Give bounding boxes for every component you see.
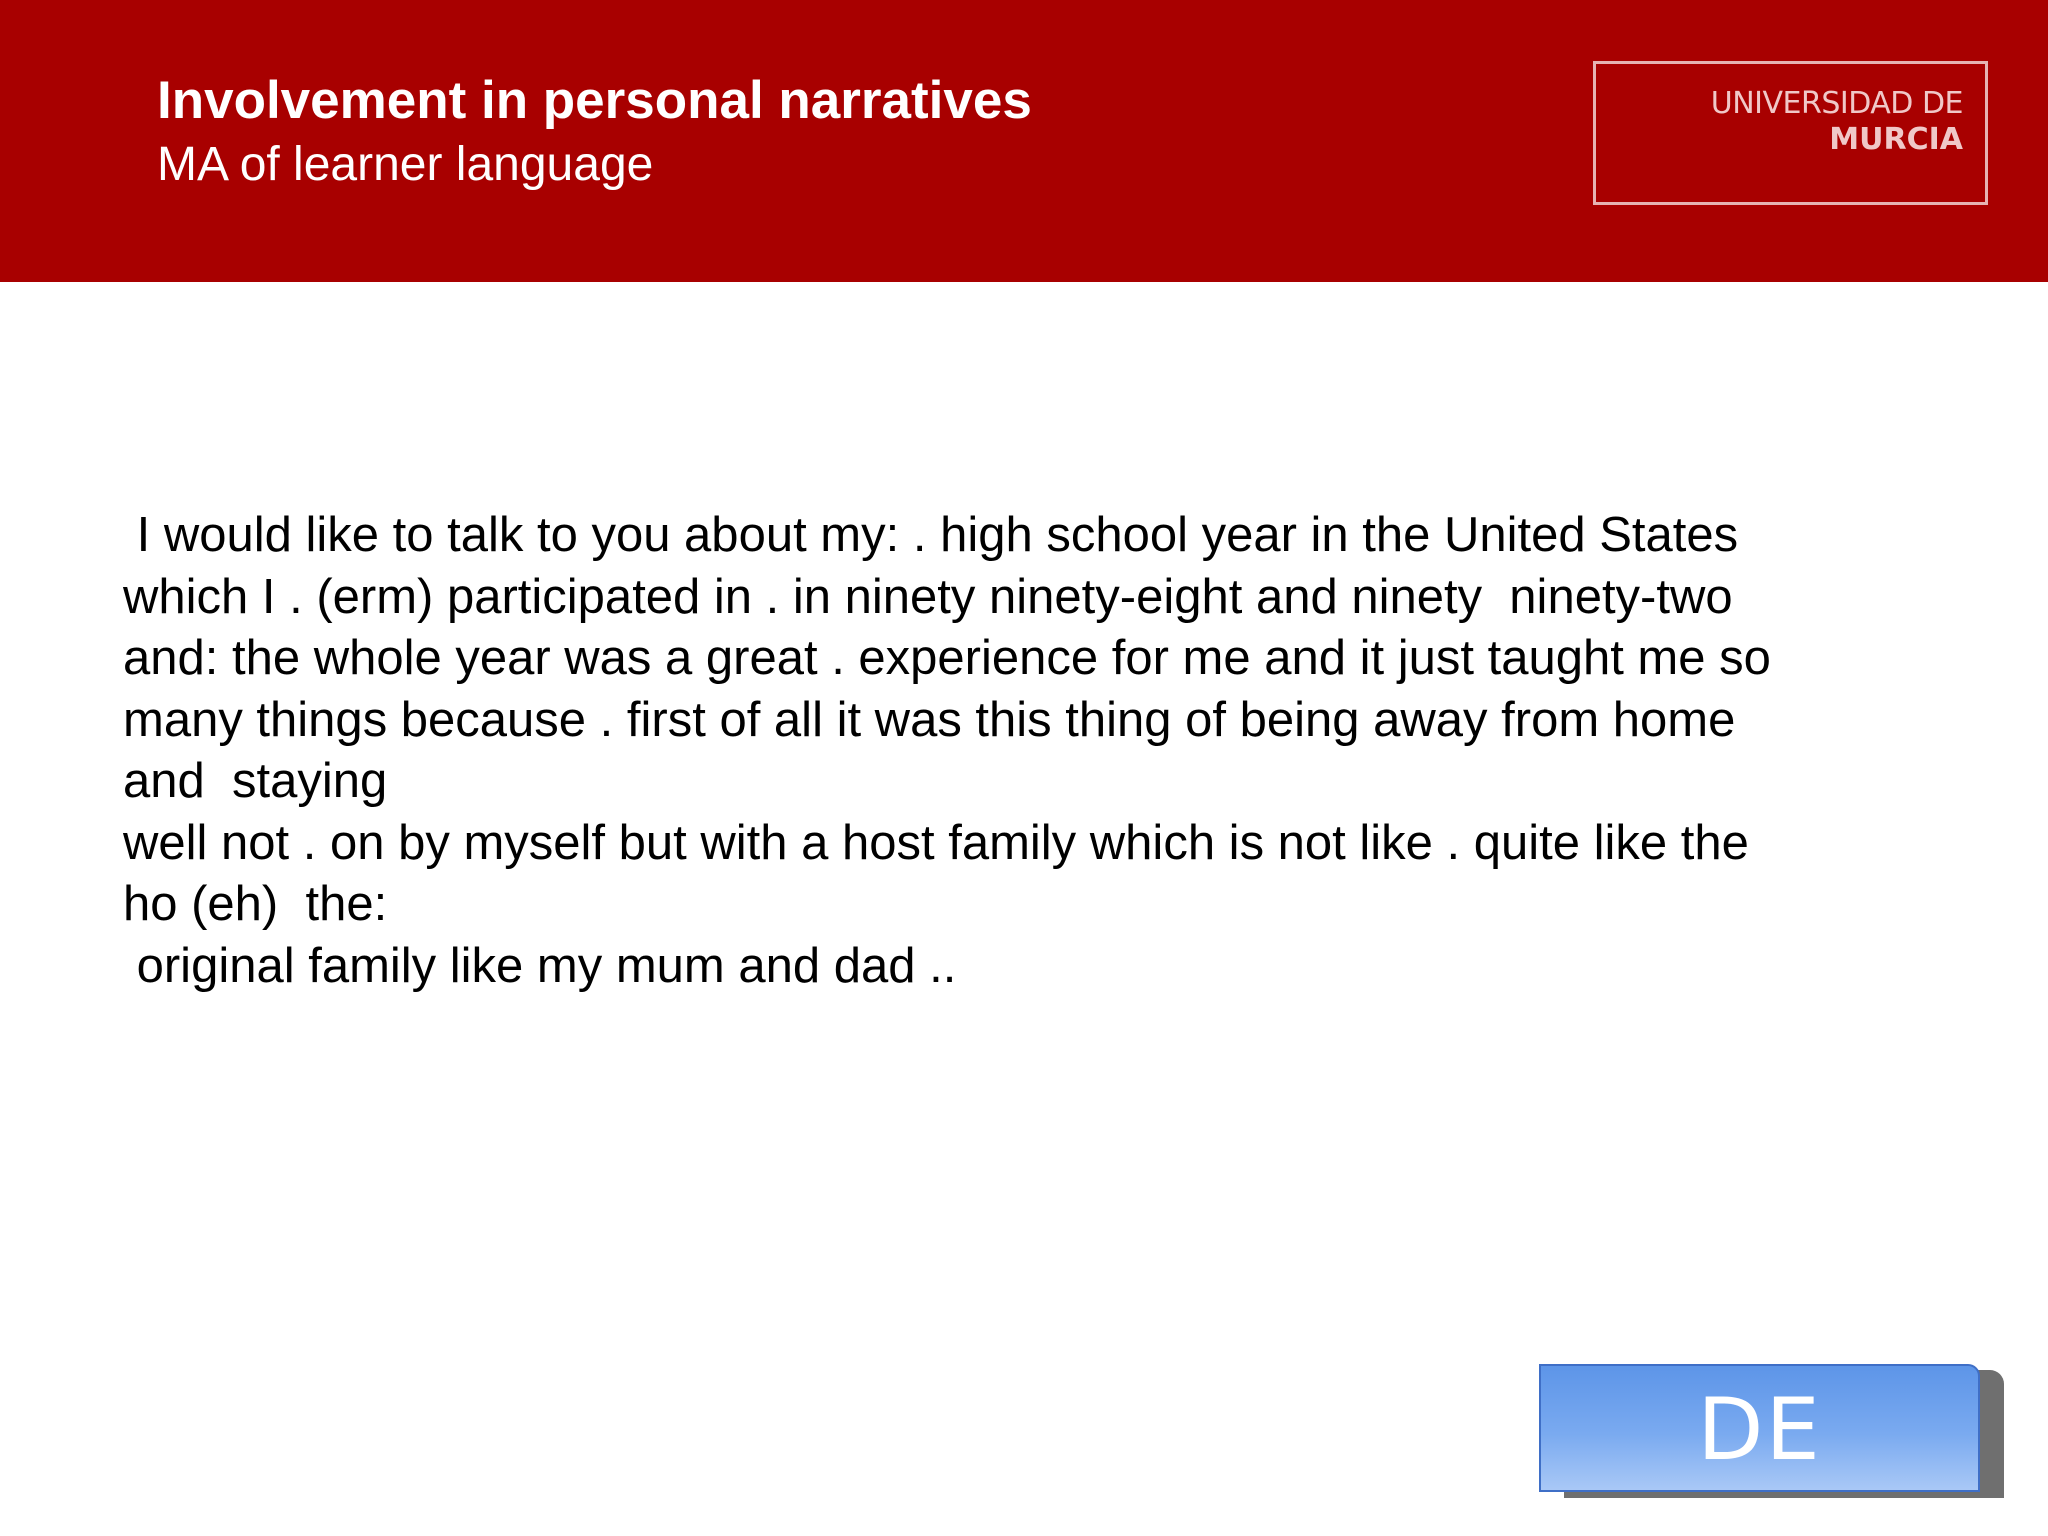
transcript-line: and staying bbox=[123, 754, 388, 808]
de-button-label: DE bbox=[1697, 1380, 1822, 1480]
de-nav-button[interactable] bbox=[1539, 1364, 1980, 1492]
logo-text-line2: MURCIA bbox=[1829, 122, 1963, 157]
transcript-line: ho (eh) the: bbox=[123, 877, 388, 931]
transcript-line: I would like to talk to you about my: . high school year in the United States bbox=[123, 508, 1739, 562]
transcript-line: and: the whole year was a great . experience for me and it just taught me so bbox=[123, 631, 1771, 685]
transcript-line: many things because . first of all it was this thing of being away from home bbox=[123, 692, 1736, 747]
transcript-line: well not . on by myself but with a host family which is not like . quite like the bbox=[123, 815, 1749, 870]
transcript-text bbox=[123, 505, 2003, 997]
slide-subtitle: MA of learner language bbox=[157, 138, 654, 191]
slide-title: Involvement in personal narratives bbox=[157, 71, 1032, 130]
logo-text-line1: UNIVERSIDAD DE bbox=[1710, 86, 1963, 121]
header-bar bbox=[0, 0, 2048, 282]
transcript-line: which I . (erm) participated in . in ninety ninety-eight and ninety ninety-two bbox=[123, 569, 1733, 624]
transcript-line: original family like my mum and dad .. bbox=[123, 938, 957, 993]
university-logo bbox=[1593, 61, 1988, 205]
